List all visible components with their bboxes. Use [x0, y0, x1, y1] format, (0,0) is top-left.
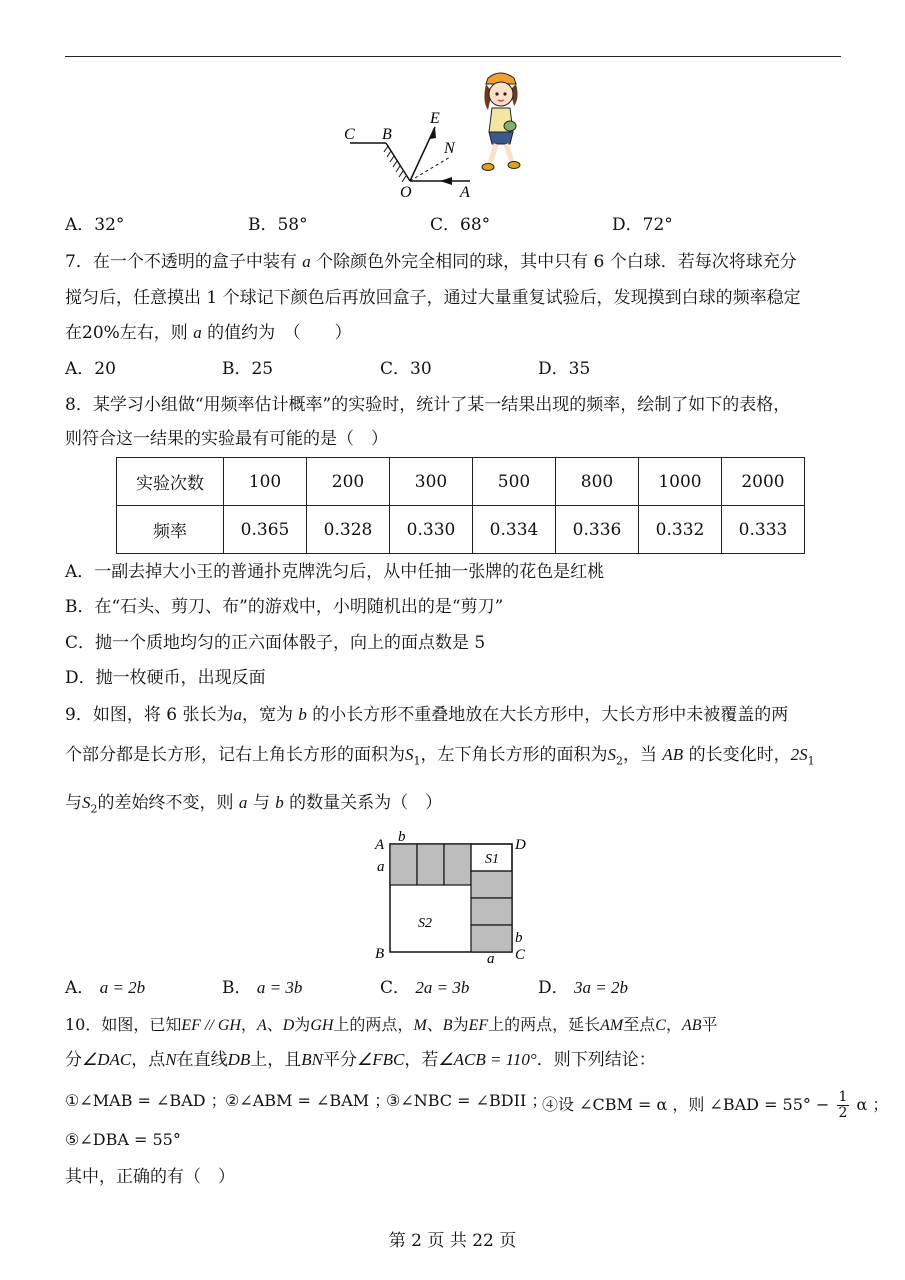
- q9-option-a: A． a = 2b: [65, 978, 146, 998]
- fraction-numerator: 1: [838, 1089, 848, 1105]
- q10-conclusion-5: ⑤∠DBA = 55°: [65, 1130, 181, 1149]
- fig-label-a-side: a: [377, 859, 385, 875]
- table-row-frequency: [117, 506, 805, 554]
- table-cell: 300: [390, 458, 473, 506]
- q10-line-2: 分∠DAC，点N在直线DB上，且BN平分∠FBC，若∠ACB = 110°．则下列结论：: [65, 1050, 656, 1070]
- q9-option-b: B． a = 3b: [222, 978, 303, 998]
- fig-label-c: C: [344, 126, 355, 143]
- fig-label-s2: S2: [418, 916, 432, 931]
- q7-line-2: 搅匀后，任意摸出 1 个球记下颜色后再放回盒子，通过大量重复试验后，发现摸到白球的频率稳定: [65, 288, 801, 308]
- q9-rectangle-figure: [372, 830, 532, 966]
- q10-conclusion-3: ③∠NBC = ∠BDII ；: [386, 1091, 548, 1110]
- fig-label-d: D: [515, 837, 526, 853]
- table-cell: 0.334: [473, 506, 556, 554]
- q6-option-c: C．68°: [430, 215, 491, 235]
- table-cell: 0.332: [639, 506, 722, 554]
- table-row-trials: [117, 458, 805, 506]
- table-cell: 0.365: [224, 506, 307, 554]
- table-cell: 0.336: [556, 506, 639, 554]
- fig-label-b-top: b: [398, 830, 406, 845]
- q6-option-d: D．72°: [612, 215, 673, 235]
- fig-label-c: C: [515, 947, 526, 963]
- page-footer: 第 2 页 共 22 页: [388, 1231, 517, 1251]
- fig-label-o: O: [400, 184, 412, 200]
- fig-label-b: B: [382, 126, 392, 143]
- header-rule: [65, 56, 841, 57]
- fig-label-b-vertex: B: [375, 946, 385, 962]
- q9-line-1: 9．如图，将 6 张长为a，宽为 b 的小长方形不重叠地放在大长方形中，大长方形中未被覆盖的两: [65, 705, 789, 725]
- table-cell: 2000: [722, 458, 805, 506]
- q8-line-1: 8．某学习小组做“用频率估计概率”的实验时，统计了某一结果出现的频率，绘制了如下的表格，: [65, 395, 791, 415]
- q7-line-1: 7．在一个不透明的盒子中装有 a 个除颜色外完全相同的球，其中只有 6 个白球．若每次将球充分: [65, 252, 797, 272]
- q6-option-b: B．58°: [248, 215, 308, 235]
- q6-option-a: A．32°: [65, 215, 125, 235]
- fig-label-a: A: [460, 184, 470, 200]
- q7-line-3: 在20%左右，则 a 的值约为 （ ）: [65, 323, 352, 343]
- q8-line-2: 则符合这一结果的实验最有可能的是（ ）: [65, 429, 388, 449]
- fig-label-e: E: [430, 110, 440, 127]
- fig-label-a-vertex: A: [375, 837, 385, 853]
- table-cell: 频率: [117, 506, 224, 554]
- q6-reflection-figure: [340, 105, 480, 200]
- q8-option-b: B．在“石头、剪刀、布”的游戏中，小明随机出的是“剪刀”: [65, 597, 504, 617]
- q10-prompt: 其中，正确的有（ ）: [65, 1167, 235, 1187]
- q8-option-c: C．抛一个质地均匀的正六面体骰子，向上的面点数是 5: [65, 633, 486, 653]
- q7-option-c: C．30: [380, 359, 432, 379]
- fig-label-n: N: [444, 140, 455, 157]
- table-cell: 100: [224, 458, 307, 506]
- q7-option-d: D．35: [538, 359, 591, 379]
- fig-label-a-bottom: a: [487, 951, 495, 966]
- fig-label-s1: S1: [485, 852, 499, 867]
- table-cell: 0.333: [722, 506, 805, 554]
- q10-conclusion-2: ②∠ABM = ∠BAM ；: [225, 1091, 391, 1110]
- table-cell: 500: [473, 458, 556, 506]
- cartoon-girl-illustration: [470, 68, 530, 178]
- q10-line-1: 10．如图，已知EF // GH，A、D为GH上的两点，M、B为EF上的两点，延长AM至点C，AB平: [65, 1015, 718, 1034]
- q9-option-c: C． 2a = 3b: [380, 978, 470, 998]
- frequency-table: [116, 457, 805, 554]
- table-cell: 0.328: [307, 506, 390, 554]
- fig-label-b-side: b: [515, 930, 523, 946]
- q9-option-d: D． 3a = 2b: [538, 978, 629, 998]
- table-cell: 0.330: [390, 506, 473, 554]
- q7-option-a: A．20: [65, 359, 116, 379]
- q9-line-2: 个部分都是长方形，记右上角长方形的面积为$S_1$，左下角长方形的面积为$S_2$，当 AB 的长变化时，$2S_1$: [65, 745, 815, 768]
- q8-option-d: D．抛一枚硬币，出现反面: [65, 668, 266, 688]
- table-cell: 1000: [639, 458, 722, 506]
- table-cell: 200: [307, 458, 390, 506]
- q9-line-3: 与$S_2$的差始终不变，则 a 与 b 的数量关系为（ ）: [65, 793, 443, 816]
- fraction-denominator: 2: [838, 1105, 848, 1121]
- q10-conclusion-4: ④设 ∠CBM = α ，则 ∠BAD = 55° − $\frac{1}{2}$ α ；: [542, 1089, 889, 1121]
- table-cell: 800: [556, 458, 639, 506]
- q10-conclusion-1: ①∠MAB = ∠BAD ；: [65, 1091, 227, 1110]
- q8-option-a: A．一副去掉大小王的普通扑克牌洗匀后，从中任抽一张牌的花色是红桃: [65, 562, 605, 582]
- table-cell: 实验次数: [117, 458, 224, 506]
- q7-option-b: B．25: [222, 359, 274, 379]
